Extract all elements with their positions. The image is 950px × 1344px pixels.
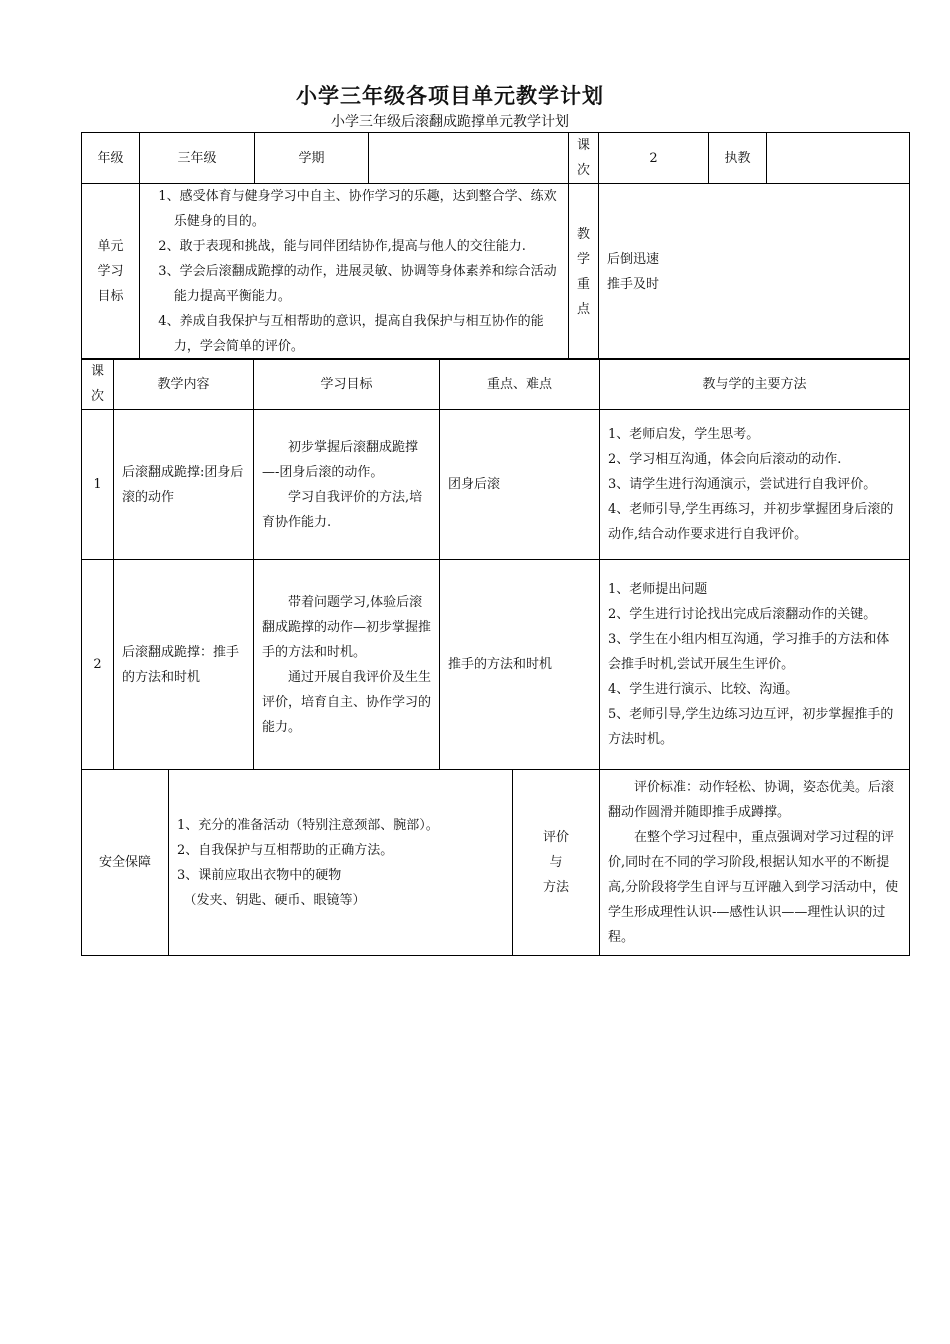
method-item: 1、老师提出问题 [608, 582, 708, 597]
method-item: 2、学习相互沟通，体会向后滚动的动作. [608, 452, 842, 467]
safety-item: 3、课前应取出衣物中的硬物 [177, 867, 342, 883]
safety-item: 2、自我保护与互相帮助的正确方法。 [177, 842, 394, 858]
table-row [82, 560, 910, 770]
document-subtitle: 小学三年级后滚翻成跪撑单元教学计划 [331, 114, 569, 130]
teaching-focus-label [569, 184, 599, 360]
focus-item: 后倒迅速 [607, 251, 660, 267]
goal-header: 学习目标 [254, 359, 440, 410]
unit-goal-label-2: 学习 [97, 264, 124, 279]
unit-goals [140, 184, 569, 360]
term-value [369, 133, 569, 184]
lesson-key: 推手的方法和时机 [440, 560, 600, 770]
teacher-label: 执教 [709, 133, 767, 184]
lesson-content: 后滚翻成跪撑：推手的方法和时机 [114, 560, 254, 770]
focus-item: 推手及时 [607, 276, 660, 292]
lesson-goal [254, 410, 440, 560]
evaluation-paragraph: 评价标准：动作轻松、协调，姿态优美。后滚翻动作圆滑并随即推手成蹲撑。 [608, 780, 895, 820]
grade-value: 三年级 [140, 133, 255, 184]
table-row [82, 410, 910, 560]
unit-goal-label [82, 184, 140, 360]
lesson-num-header-2: 次 [90, 389, 104, 404]
evaluation-label-2: 与 [549, 855, 563, 870]
method-item: 2、学生进行讨论找出完成后滚翻动作的关键。 [608, 607, 877, 622]
lesson-value: 2 [599, 133, 709, 184]
lesson-num-header [82, 359, 114, 410]
focus-label-3: 重 [576, 276, 590, 292]
grade-label: 年级 [82, 133, 140, 184]
safety-item: 1、充分的准备活动（特别注意颈部、腕部）。 [177, 817, 439, 833]
content-header: 教学内容 [114, 359, 254, 410]
method-header: 教与学的主要方法 [600, 359, 910, 410]
key-header: 重点、难点 [440, 359, 600, 410]
lesson-goal-text: 通过开展自我评价及生生评价，培育自主、协作学习的能力。 [262, 669, 432, 735]
method-item: 4、老师引导,学生再练习，并初步掌握团身后滚的动作,结合动作要求进行自我评价。 [608, 502, 894, 542]
evaluation-label-3: 方法 [542, 880, 569, 895]
plan-header-table [81, 132, 910, 360]
evaluation-text [600, 770, 910, 956]
lesson-num: 2 [82, 560, 114, 770]
lesson-content: 后滚翻成跪撑:团身后滚的动作 [114, 410, 254, 560]
method-item: 4、学生进行演示、比较、沟通。 [608, 682, 799, 697]
focus-label-4: 点 [576, 301, 590, 317]
lesson-goal-text: 学习自我评价的方法,培育协作能力. [262, 489, 423, 530]
unit-goal-item: 2、敢于表现和挑战，能与同伴团结协作,提高与他人的交往能力. [158, 239, 526, 254]
lesson-num: 1 [82, 410, 114, 560]
method-item: 5、老师引导,学生边练习边互评，初步掌握推手的方法时机。 [608, 707, 894, 747]
evaluation-label-1: 评价 [542, 830, 569, 845]
unit-goal-label-1: 单元 [97, 239, 124, 254]
term-label: 学期 [255, 133, 369, 184]
teacher-value [767, 133, 910, 184]
unit-goal-item: 4、养成自我保护与互相帮助的意识，提高自我保护与相互协作的能力，学会简单的评价。 [158, 314, 544, 354]
method-item: 3、学生在小组内相互沟通，学习推手的方法和体会推手时机,尝试开展生生评价。 [608, 632, 890, 672]
lesson-num-header-1: 课 [90, 364, 104, 379]
document-title: 小学三年级各项目单元教学计划 [296, 83, 604, 108]
lesson-label-line2: 次 [576, 163, 590, 178]
lesson-methods [600, 410, 910, 560]
evaluation-paragraph: 在整个学习过程中，重点强调对学习过程的评价,同时在不同的学习阶段,根据认知水平的不断提高,分阶段将学生自评与互评融入到学习活动中，使学生形成理性认识-—感性认识——理性认识的过程。 [608, 830, 899, 945]
safety-table [81, 769, 910, 956]
lesson-goal-text: 初步掌握后滚翻成跪撑—-团身后滚的动作。 [262, 439, 419, 480]
lesson-label-line1: 课 [576, 138, 590, 153]
safety-items [169, 770, 513, 956]
lesson-key: 团身后滚 [440, 410, 600, 560]
unit-goal-label-3: 目标 [97, 289, 124, 304]
teaching-focus [599, 184, 910, 360]
safety-item: （发夹、钥匙、硬币、眼镜等） [183, 892, 366, 908]
focus-label-1: 教 [576, 226, 590, 242]
lesson-label [569, 133, 599, 184]
method-item: 3、请学生进行沟通演示，尝试进行自我评价。 [608, 477, 877, 492]
lesson-goal-text: 带着问题学习,体验后滚翻成跪撑的动作—初步掌握推手的方法和时机。 [262, 594, 432, 660]
focus-label-2: 学 [576, 251, 590, 267]
safety-label: 安全保障 [82, 770, 169, 956]
lesson-table [81, 358, 910, 770]
unit-goal-item: 1、感受体育与健身学习中自主、协作学习的乐趣，达到整合学、练欢乐健身的目的。 [158, 189, 557, 229]
evaluation-label [513, 770, 600, 956]
method-item: 1、老师启发，学生思考。 [608, 427, 760, 442]
lesson-goal [254, 560, 440, 770]
unit-goal-item: 3、学会后滚翻成跪撑的动作，进展灵敏、协调等身体素养和综合活动能力提高平衡能力。 [158, 264, 557, 304]
lesson-methods [600, 560, 910, 770]
